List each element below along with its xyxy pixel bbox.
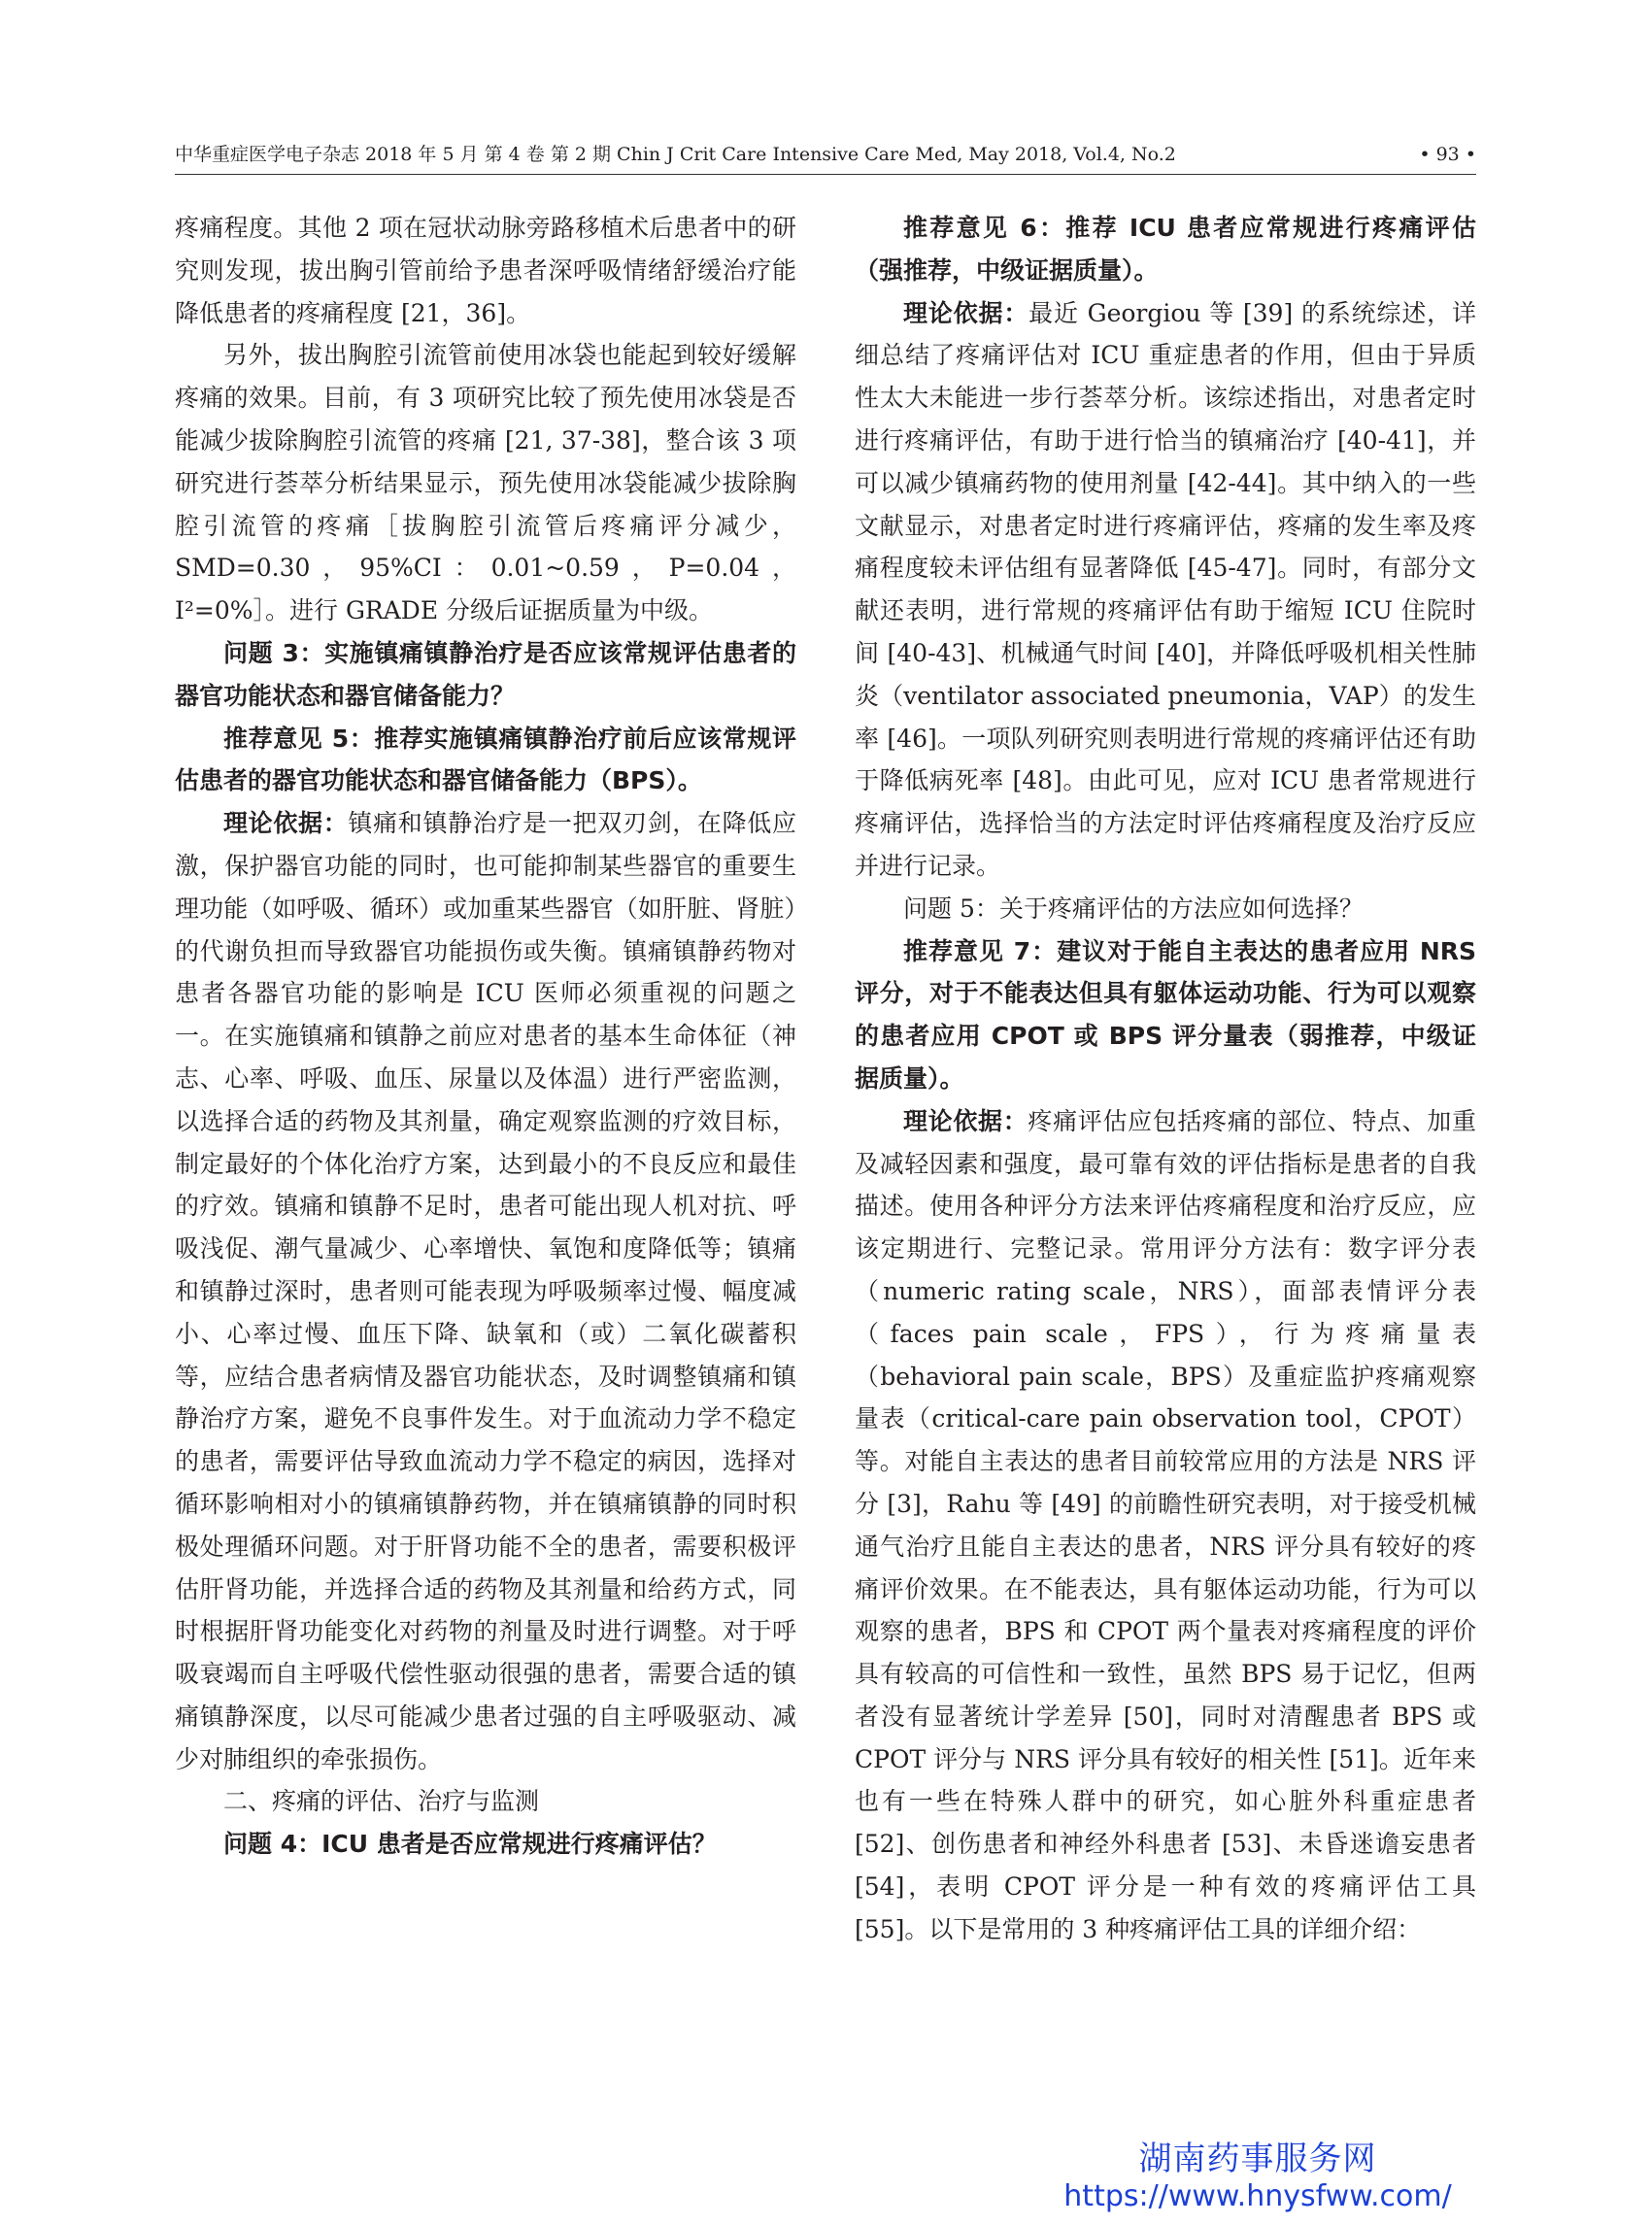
body-paragraph: 另外，拔出胸腔引流管前使用冰袋也能起到较好缓解疼痛的效果。目前，有 3 项研究比较了预先使用冰袋是否能减少拔除胸腔引流管的疼痛 [21, 37-38]，整合该 3 项研究进行荟萃分析结果显示，预先使用冰袋能减少拔除胸腔引流管的疼痛［拔胸腔引流管后疼痛评分减少，SMD=0.30，95%CI：0.01~0.59，P=0.04，I²=0%］。进行 GRADE 分级后证据质量为中级。 bbox=[175, 341, 796, 625]
running-header bbox=[175, 139, 1476, 170]
right-column bbox=[855, 207, 1476, 1951]
section-heading: 二、疼痛的评估、治疗与监测 bbox=[223, 1787, 540, 1816]
rationale-label: 理论依据： bbox=[223, 809, 349, 838]
header-divider bbox=[175, 174, 1476, 175]
watermark bbox=[1054, 2140, 1462, 2215]
section-heading: 问题 5：关于疼痛评估的方法应如何选择？ bbox=[903, 893, 1364, 923]
page-number: • 93 • bbox=[1419, 144, 1476, 165]
body-paragraph: 疼痛程度。其他 2 项在冠状动脉旁路移植术后患者中的研究则发现，拔出胸引管前给予患者深呼吸情绪舒缓治疗能降低患者的疼痛程度 [21，36]。 bbox=[175, 214, 796, 327]
watermark-site-name: 湖南药事服务网 bbox=[1138, 2140, 1377, 2178]
rationale-text: 镇痛和镇静治疗是一把双刃剑，在降低应激，保护器官功能的同时，也可能抑制某些器官的重要生理功能（如呼吸、循环）或加重某些器官（如肝脏、肾脏）的代谢负担而导致器官功能损伤或失衡。镇痛镇静药物对患者各器官功能的影响是 ICU 医师必须重视的问题之一。在实施镇痛和镇静之前应对患者的基本生命体征（神志、心率、呼吸、血压、尿量以及体温）进行严密监测，以选择合适的药物及其剂量，确定观察监测的疗效目标，制定最好的个体化治疗方案，达到最小的不良反应和最佳的疗效。镇痛和镇静不足时，患者可能出现人机对抗、呼吸浅促、潮气量减少、心率增快、氧饱和度降低等；镇痛和镇静过深时，患者则可能表现为呼吸频率过慢、幅度减小、心率过慢、血压下降、缺氧和（或）二氧化碳蓄积等，应结合患者病情及器官功能状态，及时调整镇痛和镇静治疗方案，避免不良事件发生。对于血流动力学不稳定的患者，需要评估导致血流动力学不稳定的病因，选择对循环影响相对小的镇痛镇静药物，并在镇痛镇静的同时积极处理循环问题。对于肝肾功能不全的患者，需要积极评估肝肾功能，并选择合适的药物及其剂量和给药方式，同时根据肝肾功能变化对药物的剂量及时进行调整。对于呼吸衰竭而自主呼吸代偿性驱动很强的患者，需要合适的镇痛镇静深度，以尽可能减少患者过强的自主呼吸驱动、减少对肺组织的牵张损伤。 bbox=[175, 809, 796, 1773]
recommendation-heading: 推荐意见 5：推荐实施镇痛镇静治疗前后应该常规评估患者的器官功能状态和器官储备能力（BPS）。 bbox=[175, 724, 796, 795]
rationale-label: 理论依据： bbox=[903, 1106, 1028, 1135]
left-column bbox=[175, 207, 796, 1866]
rationale-label: 理论依据： bbox=[903, 298, 1029, 327]
rationale-paragraph bbox=[855, 1100, 1476, 1951]
rationale-text: 疼痛评估应包括疼痛的部位、特点、加重及减轻因素和强度，最可靠有效的评估指标是患者的自我描述。使用各种评分方法来评估疼痛程度和治疗反应，应该定期进行、完整记录。常用评分方法有：数字评分表（numeric rating scale，NRS），面部表情评分表（faces pain scale，FPS），行为疼痛量表（behavioral pain scale，BPS）及重症监护疼痛观察量表（critical-care pain observation tool，CPOT）等。对能自主表达的患者目前较常应用的方法是 NRS 评分 [3]，Rahu 等 [49] 的前瞻性研究表明，对于接受机械通气治疗且能自主表达的患者，NRS 评分具有较好的疼痛评价效果。在不能表达，具有躯体运动功能，行为可以观察的患者，BPS 和 CPOT 两个量表对疼痛程度的评价具有较高的可信性和一致性，虽然 BPS 易于记忆，但两者没有显著统计学差异 [50]，同时对清醒患者 BPS 或 CPOT 评分与 NRS 评分具有较好的相关性 [51]。近年来也有一些在特殊人群中的研究，如心脏外科重症患者 [52]、创伤患者和神经外科患者 [53]、未昏迷谵妄患者 [54]，表明 CPOT 评分是一种有效的疼痛评估工具 [55]。以下是常用的 3 种疼痛评估工具的详细介绍： bbox=[855, 1106, 1476, 1943]
rationale-paragraph bbox=[855, 292, 1476, 888]
rationale-paragraph bbox=[175, 802, 796, 1780]
recommendation-heading: 推荐意见 7：建议对于能自主表达的患者应用 NRS 评分，对于不能表达但具有躯体运动功能、行为可以观察的患者应用 CPOT 或 BPS 评分量表（弱推荐，中级证据质量）。 bbox=[855, 936, 1476, 1093]
journal-citation: 中华重症医学电子杂志 2018 年 5 月 第 4 卷 第 2 期 Chin J Crit Care Intensive Care Med, May 2018, Vol.4, No.2 bbox=[175, 144, 1176, 165]
rationale-text: 最近 Georgiou 等 [39] 的系统综述，详细总结了疼痛评估对 ICU 重症患者的作用，但由于异质性太大未能进一步行荟萃分析。该综述指出，对患者定时进行疼痛评估，有助于进行恰当的镇痛治疗 [40-41]，并可以减少镇痛药物的使用剂量 [42-44]。其中纳入的一些文献显示，对患者定时进行疼痛评估，疼痛的发生率及疼痛程度较未评估组有显著降低 [45-47]。同时，有部分文献还表明，进行常规的疼痛评估有助于缩短 ICU 住院时间 [40-43]、机械通气时间 [40]，并降低呼吸机相关性肺炎（ventilator associated pneumonia，VAP）的发生率 [46]。一项队列研究则表明进行常规的疼痛评估还有助于降低病死率 [48]。由此可见，应对 ICU 患者常规进行疼痛评估，选择恰当的方法定时评估疼痛程度及治疗反应并进行记录。 bbox=[855, 298, 1477, 880]
recommendation-heading: 问题 4：ICU 患者是否应常规进行疼痛评估？ bbox=[223, 1830, 717, 1859]
recommendation-heading: 推荐意见 6：推荐 ICU 患者应常规进行疼痛评估（强推荐，中级证据质量）。 bbox=[855, 214, 1476, 285]
watermark-url: https://www.hnysfww.com/ bbox=[1063, 2179, 1452, 2213]
recommendation-heading: 问题 3：实施镇痛镇静治疗是否应该常规评估患者的器官功能状态和器官储备能力？ bbox=[175, 638, 796, 710]
